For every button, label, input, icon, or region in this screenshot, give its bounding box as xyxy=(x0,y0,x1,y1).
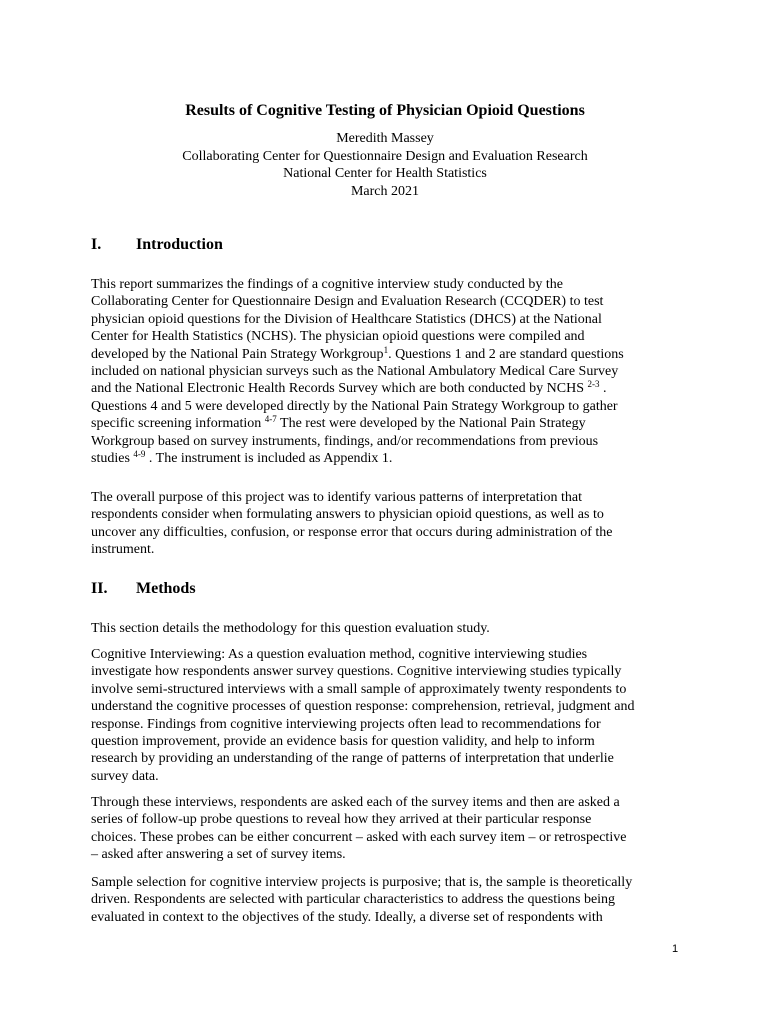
text-line: The overall purpose of this project was to identify various patterns of interpretation that xyxy=(91,490,583,505)
text-line: Center for Health Statistics (NCHS). The physician opioid questions were compiled and xyxy=(91,329,585,345)
footnote-ref: 1 xyxy=(383,344,389,355)
footnote-ref: 4-7 xyxy=(264,414,277,425)
center-name: National Center for Health Statistics xyxy=(283,166,487,181)
text-run: studies xyxy=(91,451,134,467)
text-run: and the National Electronic Health Records Survey which are both conducted by NCHS xyxy=(91,381,588,397)
text-line: survey data. xyxy=(91,768,159,784)
document-title: Results of Cognitive Testing of Physician Opioid Questions xyxy=(185,102,585,119)
paragraph-methods-2 xyxy=(91,646,691,785)
text-line: uncover any difficulties, confusion, or response error that occurs during administration of the xyxy=(91,524,613,540)
text-run: . The instrument is included as Appendix 1. xyxy=(145,451,393,467)
text-line: instrument. xyxy=(91,542,155,558)
text-run: The rest were developed by the National Pain Strategy xyxy=(276,416,586,432)
paragraph-introduction-2 xyxy=(91,489,691,559)
text-line: Workgroup based on survey instruments, findings, and/or recommendations from previous xyxy=(91,433,599,449)
text-line: understand the cognitive processes of question response: comprehension, retrieval, judgment and xyxy=(91,699,635,715)
text-run: developed by the National Pain Strategy Workgroup xyxy=(91,346,384,362)
text-line: Sample selection for cognitive interview projects is purposive; that is, the sample is theoretically xyxy=(91,875,633,890)
document-meta xyxy=(0,130,770,200)
page-number: 1 xyxy=(672,943,679,955)
organization-name: Collaborating Center for Questionnaire Design and Evaluation Research xyxy=(182,148,588,164)
text-line: investigate how respondents answer survey questions. Cognitive interviewing studies typically xyxy=(91,664,622,680)
text-line: research by providing an understanding of the range of patterns of interpretation that underlie xyxy=(91,751,614,767)
document-date: March 2021 xyxy=(350,183,420,199)
text-line: Questions 4 and 5 were developed directly by the National Pain Strategy Workgroup to gather xyxy=(91,398,618,414)
text-run: . Questions 1 and 2 are standard questions xyxy=(388,346,624,362)
text-line: Cognitive Interviewing: As a question evaluation method, cognitive interviewing studies xyxy=(91,647,588,662)
paragraph-introduction-1 xyxy=(91,276,691,467)
text-line: – asked after answering a set of survey items. xyxy=(91,847,346,863)
text-line: respondents consider when formulating answers to physician opioid questions, as well as to xyxy=(91,507,604,523)
section-number: II. xyxy=(91,580,108,597)
text-line xyxy=(91,415,691,432)
footnote-ref: 4-9 xyxy=(133,449,146,460)
text-line: Collaborating Center for Questionnaire Design and Evaluation Research (CCQDER) to test xyxy=(91,294,604,310)
text-line: question improvement, provide an evidence basis for question validity, and help to inform xyxy=(91,734,595,750)
text-line xyxy=(91,346,691,363)
section-heading-methods xyxy=(91,579,196,599)
paragraph-methods-4 xyxy=(91,874,691,926)
text-line: This section details the methodology for this question evaluation study. xyxy=(91,621,490,636)
author-name: Meredith Massey xyxy=(336,131,434,146)
text-line: choices. These probes can be either concurrent – asked with each survey item – or retrospective xyxy=(91,829,627,845)
text-line: series of follow-up probe questions to reveal how they arrived at their particular response xyxy=(91,812,592,828)
paragraph-methods-3 xyxy=(91,794,691,864)
text-line: physician opioid questions for the Division of Healthcare Statistics (DHCS) at the National xyxy=(91,311,602,327)
text-line xyxy=(91,450,691,467)
section-title: Methods xyxy=(136,580,196,597)
text-line: response. Findings from cognitive interviewing projects often lead to recommendations for xyxy=(91,716,601,732)
footnote-ref: 2-3 xyxy=(587,379,600,390)
text-line xyxy=(91,380,691,397)
text-line: involve semi-structured interviews with a small sample of approximately twenty respondents to xyxy=(91,681,627,697)
text-line: evaluated in context to the objectives of the study. Ideally, a diverse set of respondents with xyxy=(91,909,603,925)
text-run: . xyxy=(599,381,607,397)
text-line: Through these interviews, respondents are asked each of the survey items and then are asked a xyxy=(91,795,620,810)
text-line: This report summarizes the findings of a cognitive interview study conducted by the xyxy=(91,277,563,292)
section-heading-introduction xyxy=(91,235,223,255)
text-run: specific screening information xyxy=(91,416,265,432)
section-number: I. xyxy=(91,236,102,253)
text-line: driven. Respondents are selected with particular characteristics to address the questions being xyxy=(91,892,616,908)
section-title: Introduction xyxy=(136,236,223,253)
paragraph-methods-1 xyxy=(91,620,691,637)
text-line: included on national physician surveys such as the National Ambulatory Medical Care Survey xyxy=(91,364,619,380)
